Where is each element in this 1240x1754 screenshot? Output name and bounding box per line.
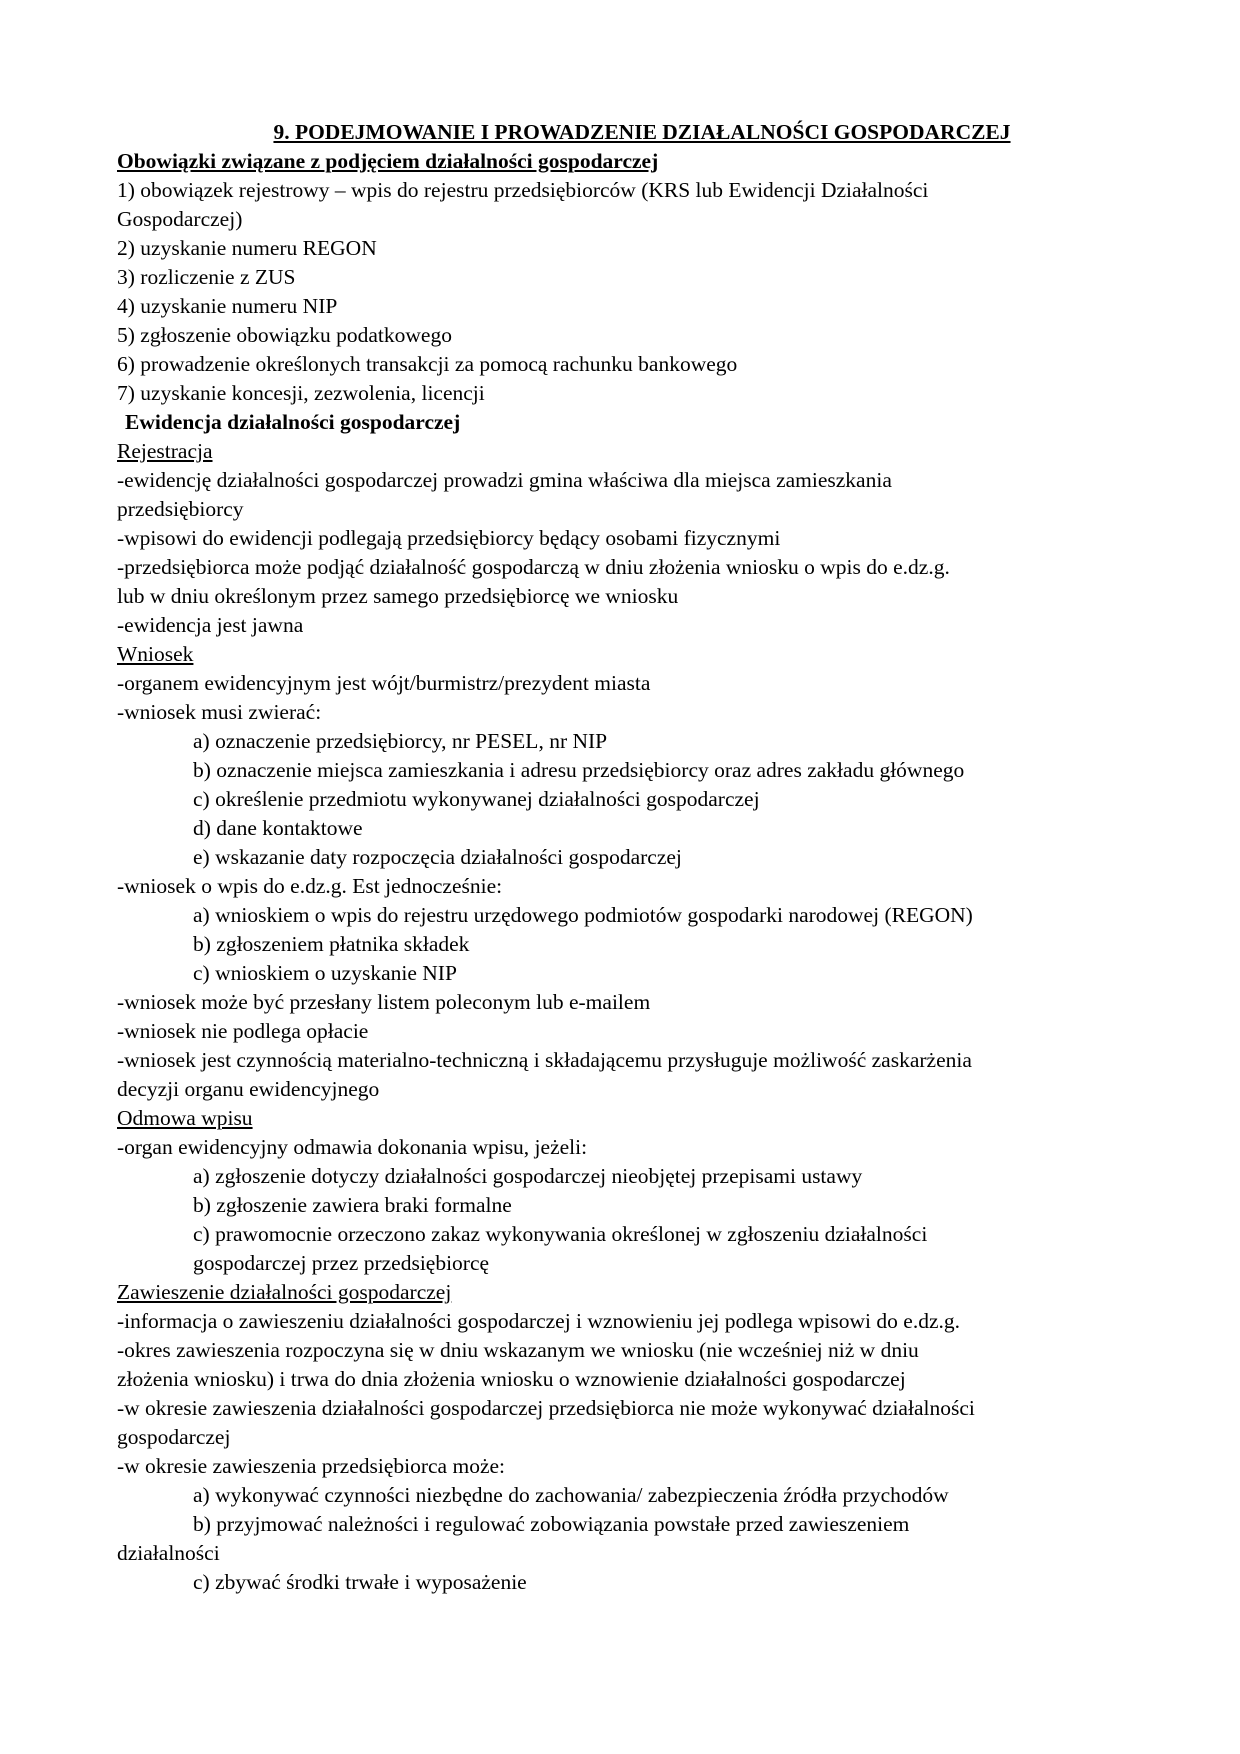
list-item: a) wnioskiem o wpis do rejestru urzędowego podmiotów gospodarki narodowej (REGON) <box>193 903 973 927</box>
page-title: 9. PODEJMOWANIE I PROWADZENIE DZIAŁALNOŚCI GOSPODARCZEJ <box>273 120 1011 144</box>
text-line: -informacja o zawieszeniu działalności gospodarczej i wznowieniu jej podlega wpisowi do e.dz.g. <box>117 1309 960 1333</box>
document-content <box>117 118 1127 1597</box>
list-item-continuation: działalności <box>117 1541 220 1565</box>
text-line: -wpisowi do ewidencji podlegają przedsiębiorcy będący osobami fizycznymi <box>117 526 781 550</box>
section-heading-registry: Ewidencja działalności gospodarczej <box>125 410 461 434</box>
list-item: a) oznaczenie przedsiębiorcy, nr PESEL, nr NIP <box>193 729 608 753</box>
subheading-refusal: Odmowa wpisu <box>117 1106 253 1130</box>
subheading-suspension: Zawieszenie działalności gospodarczej <box>117 1280 452 1304</box>
list-item: c) określenie przedmiotu wykonywanej działalności gospodarczej <box>193 787 760 811</box>
list-item: b) przyjmować należności i regulować zobowiązania powstałe przed zawieszeniem <box>193 1512 910 1536</box>
list-item: c) wnioskiem o uzyskanie NIP <box>193 961 457 985</box>
text-line: -wniosek o wpis do e.dz.g. Est jednocześnie: <box>117 874 503 898</box>
list-item: a) wykonywać czynności niezbędne do zachowania/ zabezpieczenia źródła przychodów <box>193 1483 949 1507</box>
list-item: a) zgłoszenie dotyczy działalności gospodarczej nieobjętej przepisami ustawy <box>193 1164 863 1188</box>
list-item: b) oznaczenie miejsca zamieszkania i adresu przedsiębiorcy oraz adres zakładu głównego <box>193 758 965 782</box>
list-item: d) dane kontaktowe <box>193 816 363 840</box>
text-line: decyzji organu ewidencyjnego <box>117 1077 380 1101</box>
list-item: b) zgłoszenie zawiera braki formalne <box>193 1193 512 1217</box>
text-line: -w okresie zawieszenia przedsiębiorca może: <box>117 1454 505 1478</box>
text-line: -przedsiębiorca może podjąć działalność gospodarczą w dniu złożenia wniosku o wpis do e.dz.g. <box>117 555 950 579</box>
subheading-registration: Rejestracja <box>117 439 213 463</box>
text-line: -wniosek jest czynnością materialno-techniczną i składającemu przysługuje możliwość zaskarżenia <box>117 1048 972 1072</box>
text-line: gospodarczej <box>117 1425 231 1449</box>
text-line: -organ ewidencyjny odmawia dokonania wpisu, jeżeli: <box>117 1135 588 1159</box>
subheading-application: Wniosek <box>117 642 194 666</box>
text-line: Gospodarczej) <box>117 207 243 231</box>
text-line: -organem ewidencyjnym jest wójt/burmistrz/prezydent miasta <box>117 671 651 695</box>
text-line: -ewidencję działalności gospodarczej prowadzi gmina właściwa dla miejsca zamieszkania <box>117 468 892 492</box>
text-line: -wniosek musi zwierać: <box>117 700 322 724</box>
list-item: e) wskazanie daty rozpoczęcia działalności gospodarczej <box>193 845 682 869</box>
text-line: 1) obowiązek rejestrowy – wpis do rejestru przedsiębiorców (KRS lub Ewidencji Działalności <box>117 178 929 202</box>
text-line: -okres zawieszenia rozpoczyna się w dniu wskazanym we wniosku (nie wcześniej niż w dniu <box>117 1338 919 1362</box>
text-line: -wniosek może być przesłany listem poleconym lub e-mailem <box>117 990 651 1014</box>
list-item: c) zbywać środki trwałe i wyposażenie <box>193 1570 527 1594</box>
list-item: c) prawomocnie orzeczono zakaz wykonywania określonej w zgłoszeniu działalności <box>193 1222 928 1246</box>
section-heading-obligations: Obowiązki związane z podjęciem działalności gospodarczej <box>117 149 659 173</box>
text-line: 5) zgłoszenie obowiązku podatkowego <box>117 323 452 347</box>
text-line: -wniosek nie podlega opłacie <box>117 1019 369 1043</box>
text-line: 4) uzyskanie numeru NIP <box>117 294 338 318</box>
text-line: lub w dniu określonym przez samego przedsiębiorcę we wniosku <box>117 584 679 608</box>
text-line: 3) rozliczenie z ZUS <box>117 265 296 289</box>
list-item: b) zgłoszeniem płatnika składek <box>193 932 470 956</box>
text-line: 6) prowadzenie określonych transakcji za pomocą rachunku bankowego <box>117 352 738 376</box>
text-line: złożenia wniosku) i trwa do dnia złożenia wniosku o wznowienie działalności gospodarczej <box>117 1367 906 1391</box>
text-line: 2) uzyskanie numeru REGON <box>117 236 377 260</box>
text-line: 7) uzyskanie koncesji, zezwolenia, licencji <box>117 381 485 405</box>
text-line: -w okresie zawieszenia działalności gospodarczej przedsiębiorca nie może wykonywać działalności <box>117 1396 975 1420</box>
text-line: przedsiębiorcy <box>117 497 244 521</box>
text-line: -ewidencja jest jawna <box>117 613 304 637</box>
list-item: gospodarczej przez przedsiębiorcę <box>193 1251 490 1275</box>
